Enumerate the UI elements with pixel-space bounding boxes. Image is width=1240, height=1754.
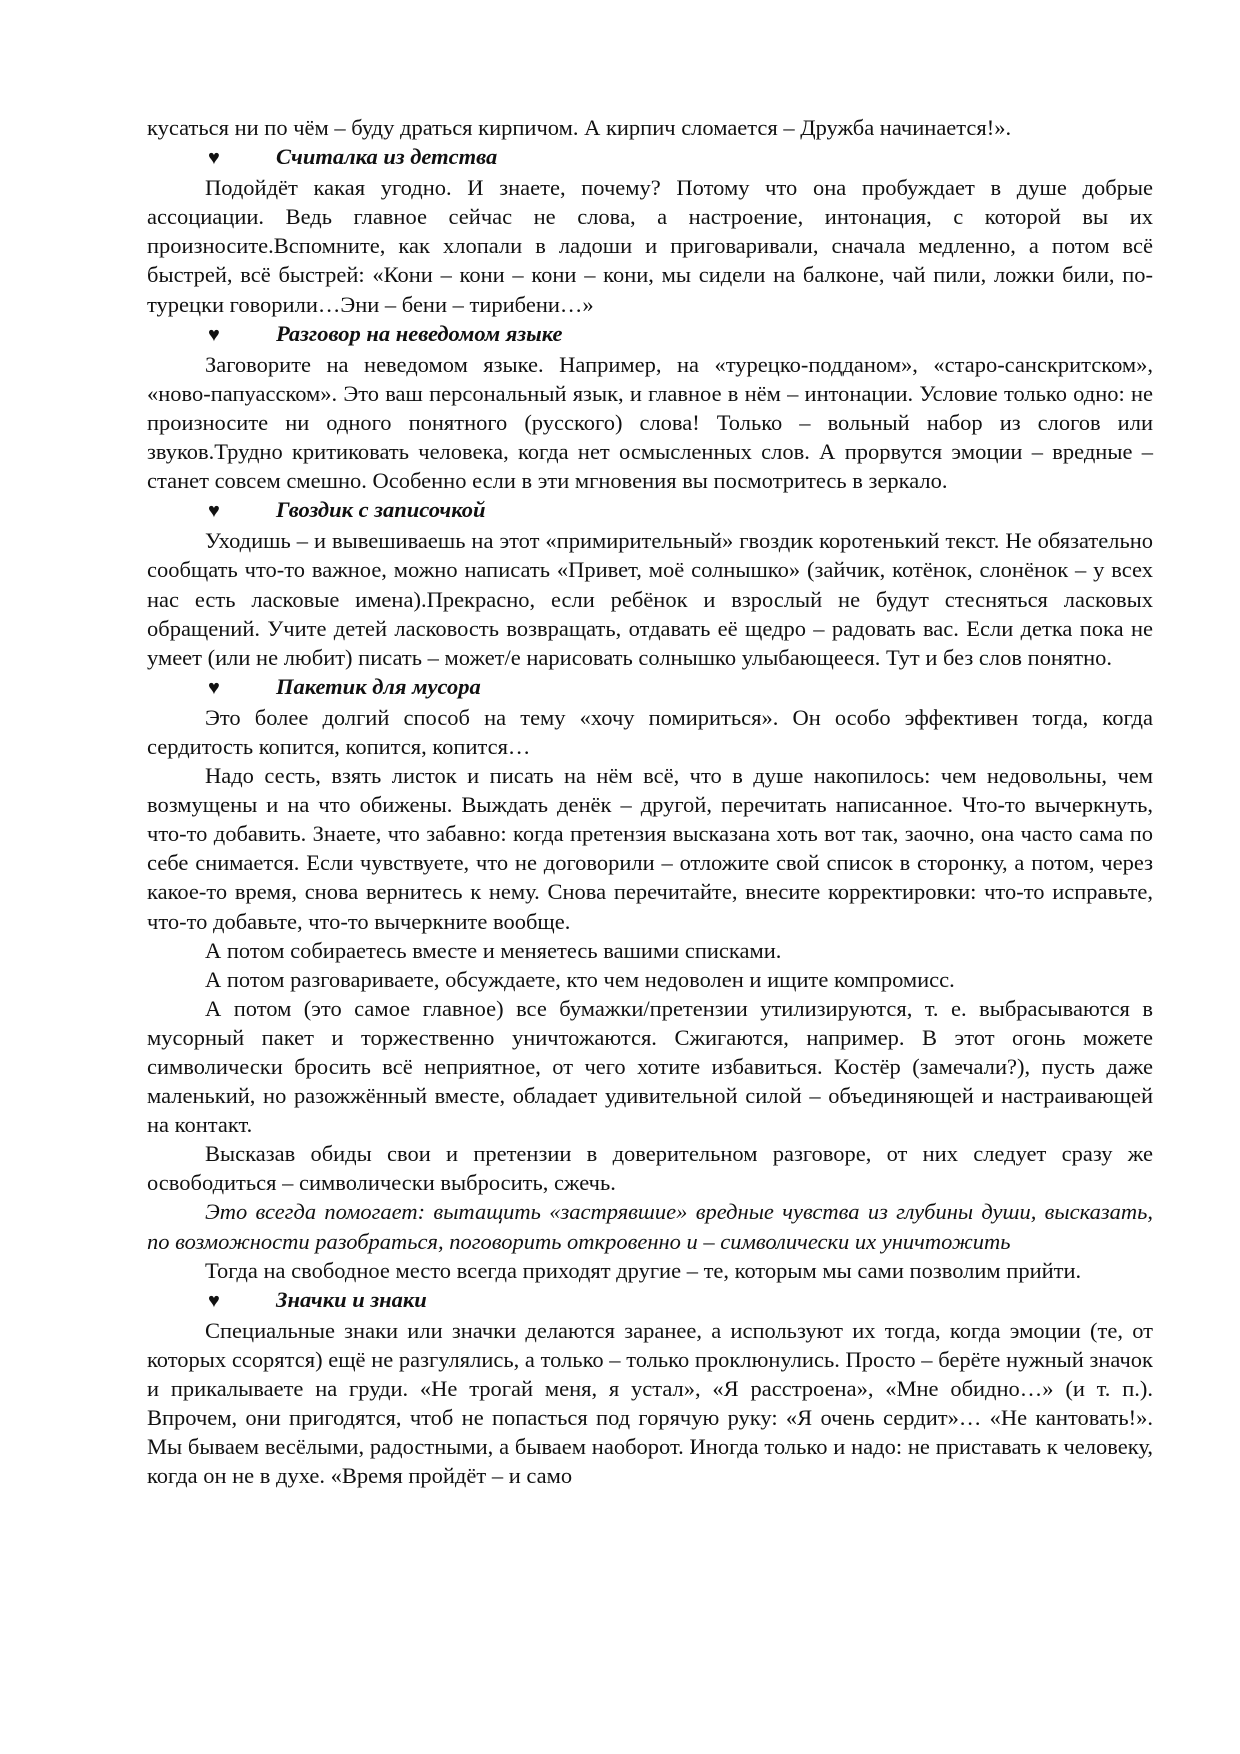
paragraph: Уходишь – и вывешиваешь на этот «примирительный» гвоздик коротенький текст. Не обязательно сообщать что-то важное, можно написать «Привет, моё солнышко» (зайчик, котёнок, слонёнок – у всех нас есть ласковые имена).Прекрасно, если ребёнок и взрослый не будут стесняться ласковых обращений. Учите детей ласковость возвращать, отдавать её щедро – радовать вас. Если детка пока не умеет (или не любит) писать – может/е нарисовать солнышко улыбающееся. Тут и без слов понятно. — [147, 528, 1153, 670]
heart-icon: ♥ — [208, 147, 220, 170]
paragraph: Подойдёт какая угодно. И знаете, почему? Потому что она пробуждает в душе добрые ассоциации. Ведь главное сейчас не слова, а настроение, интонация, с которой вы их произносите.Вспомните, как хлопали в ладоши и приговаривали, сначала медленно, а потом всё быстрей, всё быстрей: «Кони – кони – кони – кони, мы сидели на балконе, чай пили, ложки били, по-турецки говорили…Эни – бени – тирибени…» — [147, 175, 1153, 317]
section-heading — [147, 319, 1153, 350]
paragraph: Тогда на свободное место всегда приходят другие – те, которым мы сами позволим прийти. — [205, 1257, 1082, 1283]
paragraph: А потом собираетесь вместе и меняетесь вашими списками. — [205, 937, 782, 963]
italic-note: Это всегда помогает: вытащить «застрявшие» вредные чувства из глубины души, высказать, по возможности разобраться, поговорить откровенно и – символически их уничтожить — [147, 1199, 1153, 1254]
section-title: Гвоздик с записочкой — [276, 497, 486, 523]
paragraph: А потом (это самое главное) все бумажки/претензии утилизируются, т. е. выбрасываются в мусорный пакет и торжественно уничтожаются. Сжигаются, например. В этот огонь можете символически бросить всё неприятное, от чего хотите избавиться. Костёр (замечали?), пусть даже маленький, но разожжённый вместе, обладает удивительной силой – объединяющей и настраивающей на контакт. — [147, 995, 1153, 1138]
heart-icon: ♥ — [208, 1289, 220, 1312]
section-heading — [147, 495, 1153, 526]
heart-icon: ♥ — [208, 323, 220, 346]
document-page — [147, 113, 1153, 1490]
section-heading — [147, 672, 1153, 703]
continuation-paragraph: кусаться ни по чём – буду драться кирпичом. А кирпич сломается – Дружба начинается!». — [147, 115, 1012, 140]
section-heading — [147, 1285, 1153, 1316]
section-heading — [147, 142, 1153, 173]
section-title: Считалка из детства — [276, 144, 498, 170]
section-title: Пакетик для мусора — [276, 673, 481, 699]
paragraph: Высказав обиды свои и претензии в доверительном разговоре, от них следует сразу же освободиться – символически выбросить, сжечь. — [147, 1141, 1153, 1196]
paragraph: Надо сесть, взять листок и писать на нём всё, что в душе накопилось: чем недовольны, чем возмущены и на что обижены. Выждать денёк – другой, перечитать написанное. Что-то вычеркнуть, что-то добавить. Знаете, что забавно: когда претензия высказана хоть вот так, заочно, она часто сама по себе снимается. Если чувствуете, что не договорили – отложите свой список в сторонку, а потом, через какое-то время, снова вернитесь к нему. Снова перечитайте, внесите корректировки: что-то исправьте, что-то добавьте, что-то вычеркните вообще. — [147, 763, 1153, 934]
paragraph: Специальные знаки или значки делаются заранее, а используют их тогда, когда эмоции (те, от которых ссорятся) ещё не разгулялись, а только – только проклюнулись. Просто – берёте нужный значок и прикалываете на груди. «Не трогай меня, я устал», «Я расстроена», «Мне обидно…» (и т. п.). Впрочем, они пригодятся, чтоб не попасться под горячую руку: «Я очень сердит»… «Не кантовать!». Мы бываем весёлыми, радостными, а бываем наоборот. Иногда только и надо: не приставать к человеку, когда он не в духе. «Время пройдёт – и само — [147, 1317, 1153, 1489]
paragraph: А потом разговариваете, обсуждаете, кто чем недоволен и ищите компромисс. — [205, 966, 955, 992]
section-title: Значки и знаки — [276, 1286, 427, 1312]
section-title: Разговор на неведомом языке — [276, 320, 563, 346]
paragraph: Заговорите на неведомом языке. Например, на «турецко-подданом», «старо-санскритском», «ново-папуасском». Это ваш персональный язык, и главное в нём – интонации. Условие только одно: не произносите ни одного понятного (русского) слова! Только – вольный набор из слогов или звуков.Трудно критиковать человека, когда нет осмысленных слов. А прорвутся эмоции – вредные – станет совсем смешно. Особенно если в эти мгновения вы посмотритесь в зеркало. — [147, 351, 1153, 494]
paragraph: Это более долгий способ на тему «хочу помириться». Он особо эффективен тогда, когда сердитость копится, копится, копится… — [147, 704, 1153, 759]
heart-icon: ♥ — [208, 676, 220, 699]
heart-icon: ♥ — [208, 500, 220, 523]
